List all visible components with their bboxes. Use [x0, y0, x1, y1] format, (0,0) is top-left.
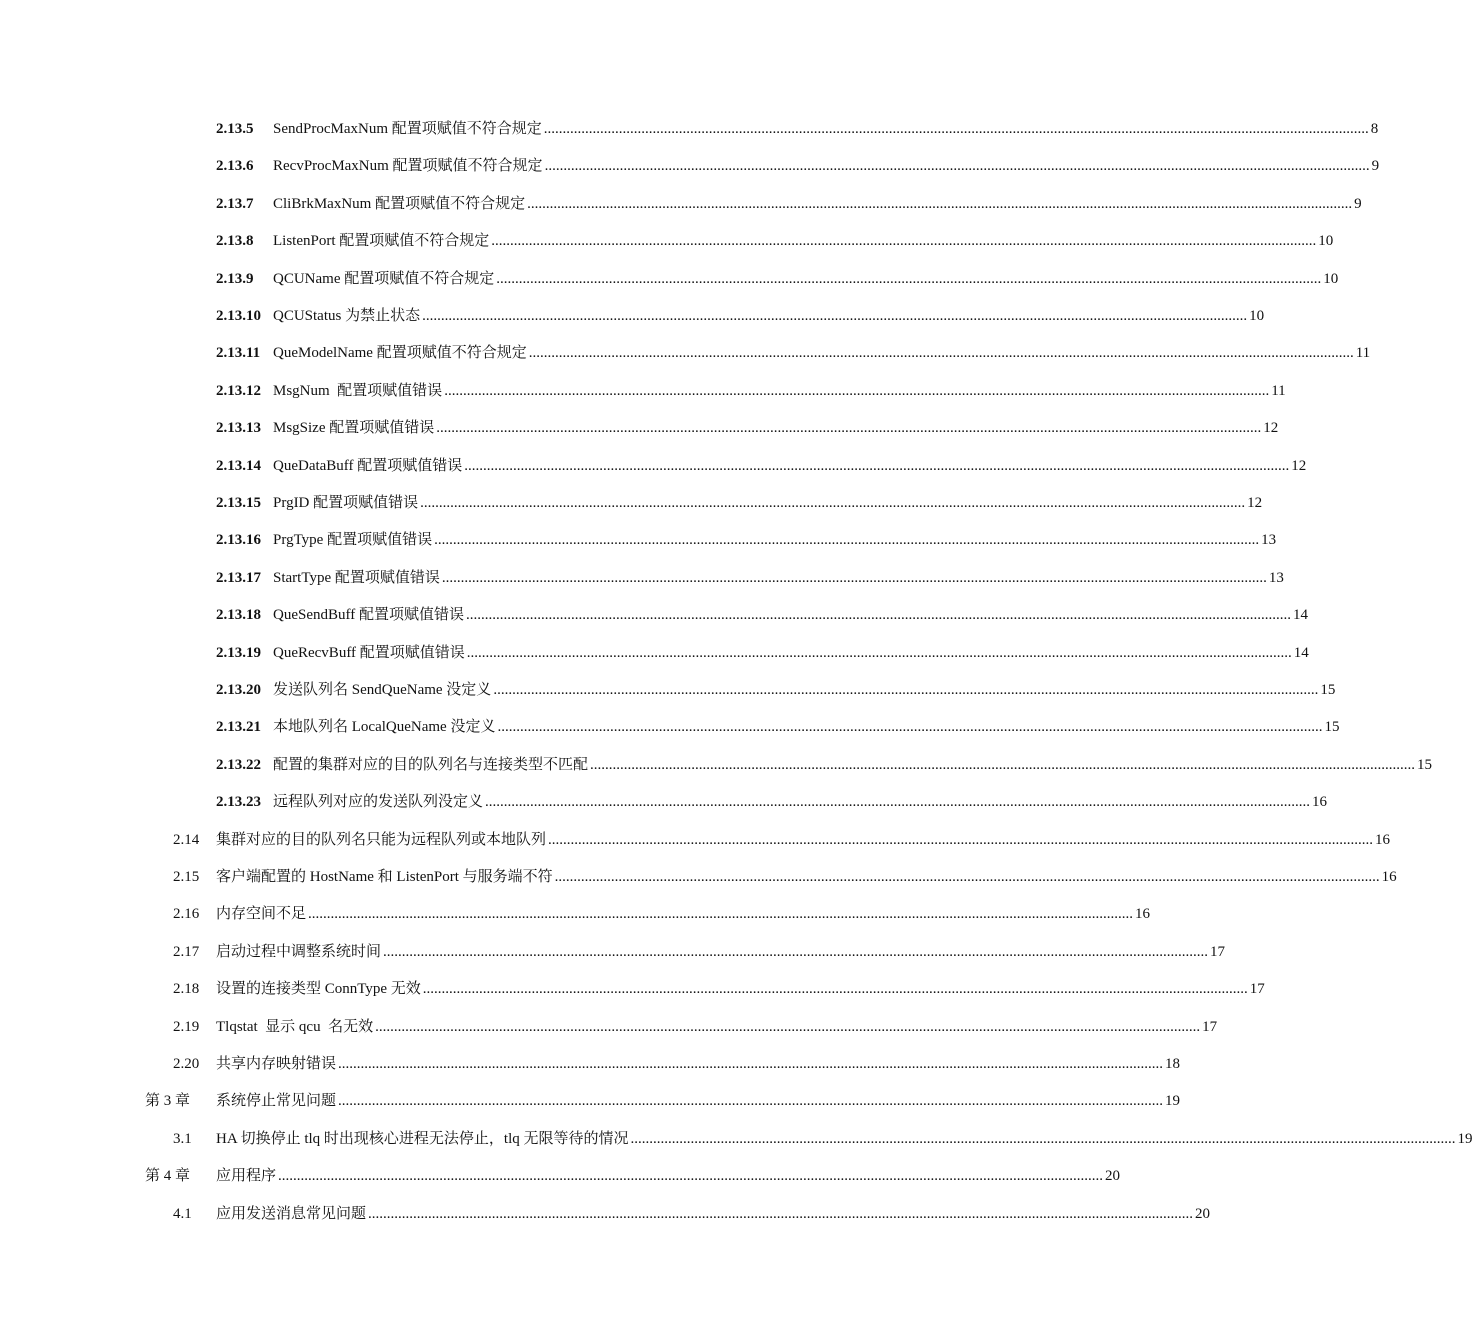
toc-entry-page-number: 15: [1417, 756, 1433, 773]
dot-leader: ............................................................................................................................................................................................................................: [464, 457, 1290, 474]
toc-entry-number: 2.13.15: [216, 495, 261, 511]
toc-entry[interactable]: [0, 565, 1284, 591]
toc-entry-number: 3.1: [173, 1130, 192, 1147]
toc-entry-number: 2.13.12: [216, 382, 261, 399]
toc-entry-number: 2.13.16: [216, 532, 261, 549]
toc-entry-title: 内存空间不足: [216, 906, 307, 923]
toc-entry-leader: [216, 901, 1151, 927]
toc-entry-leader: [273, 303, 1265, 329]
toc-entry[interactable]: [0, 1088, 1181, 1114]
toc-entry-page-number: 11: [1355, 345, 1371, 362]
toc-entry-number: 2.13.13: [216, 420, 261, 437]
dot-leader: ............................................................................................................................................................................................................................: [441, 569, 1267, 586]
toc-entry-number: 2.13.19: [216, 644, 261, 661]
toc-entry[interactable]: [0, 1201, 1211, 1227]
toc-entry-leader: [273, 527, 1277, 553]
toc-entry-number: 2.13.14: [216, 457, 261, 474]
toc-entry[interactable]: [0, 191, 1362, 217]
toc-entry-leader: [216, 1088, 1181, 1114]
toc-entry-leader: [216, 976, 1265, 1002]
toc-entry-page-number: 8: [1370, 121, 1379, 137]
toc-entry-leader: [273, 340, 1371, 366]
dot-leader: ............................................................................................................................................................................................................................: [493, 682, 1319, 698]
toc-entry[interactable]: [0, 153, 1380, 179]
toc-entry-number: 2.13.7: [216, 195, 254, 212]
toc-entry-number: 2.13.20: [216, 682, 261, 698]
toc-entry-leader: [216, 827, 1391, 853]
toc-entry-title: CliBrkMaxNum 配置项赋值不符合规定: [273, 195, 526, 212]
toc-entry-title: QueSendBuff 配置项赋值错误: [273, 607, 464, 624]
toc-entry-number: 4.1: [173, 1205, 192, 1222]
toc-entry-leader: [273, 602, 1308, 628]
toc-entry[interactable]: [0, 340, 1371, 366]
dot-leader: ............................................................................................................................................................................................................................: [485, 794, 1311, 811]
toc-entry-title: 集群对应的目的队列名只能为远程队列或本地队列: [216, 831, 547, 848]
toc-entry[interactable]: [0, 1163, 1121, 1189]
toc-entry-page-number: 16: [1135, 906, 1151, 923]
dot-leader: ............................................................................................................................................................................................................................: [422, 308, 1248, 324]
toc-entry[interactable]: [0, 602, 1308, 628]
toc-entry[interactable]: [0, 453, 1307, 479]
toc-entry[interactable]: [0, 640, 1309, 666]
toc-entry-leader: [273, 116, 1379, 142]
toc-entry-number: 2.13.21: [216, 719, 261, 736]
toc-entry-page-number: 13: [1261, 532, 1277, 549]
toc-entry-page-number: 16: [1312, 794, 1328, 811]
toc-entry-number: 2.13.17: [216, 569, 261, 586]
toc-entry-page-number: 13: [1268, 569, 1284, 586]
toc-entry-page-number: 10: [1318, 233, 1334, 250]
toc-entry-number: 2.13.6: [216, 158, 254, 175]
dot-leader: ............................................................................................................................................................................................................................: [420, 495, 1246, 511]
dot-leader: ............................................................................................................................................................................................................................: [383, 943, 1209, 960]
toc-entry-leader: [273, 490, 1263, 516]
toc-entry-leader: [273, 191, 1362, 217]
toc-entry-number: 第 4 章: [145, 1168, 191, 1185]
toc-entry-number: 2.13.5: [216, 121, 254, 137]
dot-leader: ............................................................................................................................................................................................................................: [630, 1130, 1456, 1147]
dot-leader: ............................................................................................................................................................................................................................: [548, 831, 1374, 848]
dot-leader: ............................................................................................................................................................................................................................: [528, 345, 1354, 362]
toc-entry[interactable]: [0, 527, 1277, 553]
toc-entry[interactable]: [0, 1126, 1473, 1152]
dot-leader: ............................................................................................................................................................................................................................: [436, 420, 1262, 437]
toc-entry[interactable]: [0, 976, 1265, 1002]
toc-entry-leader: [216, 1051, 1181, 1077]
toc-entry-number: 2.14: [173, 831, 200, 848]
dot-leader: ............................................................................................................................................................................................................................: [308, 906, 1134, 923]
dot-leader: ............................................................................................................................................................................................................................: [497, 719, 1323, 736]
dot-leader: ............................................................................................................................................................................................................................: [375, 1018, 1201, 1035]
toc-entry-leader: [216, 1201, 1211, 1227]
toc-entry-page-number: 14: [1292, 607, 1308, 624]
toc-entry-title: 启动过程中调整系统时间: [216, 943, 382, 960]
toc-entry[interactable]: [0, 939, 1226, 965]
toc-entry-leader: [273, 565, 1284, 591]
toc-entry-title: 应用程序: [216, 1168, 277, 1185]
toc-entry-leader: [273, 714, 1340, 740]
toc-entry[interactable]: [0, 752, 1433, 778]
toc-entry-page-number: 9: [1371, 158, 1380, 175]
toc-entry-page-number: 15: [1320, 682, 1336, 698]
toc-entry-page-number: 12: [1263, 420, 1279, 437]
toc-entry-leader: [216, 1014, 1218, 1040]
toc-entry-leader: [273, 266, 1339, 292]
toc-entry-title: PrgType 配置项赋值错误: [273, 532, 433, 549]
toc-entry[interactable]: [0, 378, 1286, 404]
toc-entry-leader: [216, 939, 1226, 965]
toc-entry-title: Tlqstat 显示 qcu 名无效: [216, 1018, 374, 1035]
toc-entry-title: QCUName 配置项赋值不符合规定: [273, 270, 495, 287]
toc-entry-title: 客户端配置的 HostName 和 ListenPort 与服务端不符: [216, 869, 553, 885]
toc-entry[interactable]: [0, 490, 1263, 516]
toc-entry-page-number: 20: [1195, 1205, 1211, 1222]
toc-entry-title: 本地队列名 LocalQueName 没定义: [273, 719, 496, 736]
toc-entry-title: QueRecvBuff 配置项赋值错误: [273, 644, 465, 661]
dot-leader: ............................................................................................................................................................................................................................: [496, 270, 1322, 287]
toc-entry[interactable]: [0, 415, 1279, 441]
toc-entry-number: 2.13.18: [216, 607, 261, 624]
toc-entry[interactable]: [0, 901, 1151, 927]
toc-entry-number: 2.13.9: [216, 270, 254, 287]
toc-entry-leader: [216, 1126, 1473, 1152]
toc-entry-leader: [273, 415, 1279, 441]
toc-entry-page-number: 14: [1293, 644, 1309, 661]
toc-entry-page-number: 10: [1323, 270, 1339, 287]
toc-entry-leader: [273, 752, 1433, 778]
toc-entry-title: MsgNum 配置项赋值错误: [273, 382, 443, 399]
toc-entry-title: RecvProcMaxNum 配置项赋值不符合规定: [273, 158, 543, 175]
toc-entry-title: ListenPort 配置项赋值不符合规定: [273, 233, 490, 250]
dot-leader: ............................................................................................................................................................................................................................: [554, 869, 1380, 885]
toc-entry-title: MsgSize 配置项赋值错误: [273, 420, 435, 437]
dot-leader: ............................................................................................................................................................................................................................: [434, 532, 1260, 549]
toc-entry-title: 远程队列对应的发送队列没定义: [273, 794, 484, 811]
dot-leader: ............................................................................................................................................................................................................................: [465, 607, 1291, 624]
toc-entry-title: SendProcMaxNum 配置项赋值不符合规定: [273, 121, 542, 137]
toc-entry-leader: [273, 228, 1334, 254]
toc-entry-title: QueDataBuff 配置项赋值错误: [273, 457, 463, 474]
toc-entry-page-number: 20: [1105, 1168, 1121, 1185]
toc-entry-number: 2.13.23: [216, 794, 261, 811]
toc-entry[interactable]: [0, 789, 1328, 815]
toc-entry-page-number: 12: [1247, 495, 1263, 511]
toc-entry-leader: [273, 378, 1286, 404]
toc-entry[interactable]: [0, 116, 1379, 142]
dot-leader: ............................................................................................................................................................................................................................: [444, 382, 1270, 399]
toc-entry-title: StartType 配置项赋值错误: [273, 569, 440, 586]
toc-entry[interactable]: [0, 266, 1339, 292]
toc-entry-title: 配置的集群对应的目的队列名与连接类型不匹配: [273, 756, 589, 773]
toc-entry-title: HA 切换停止 tlq 时出现核心进程无法停止，tlq 无限等待的情况: [216, 1130, 629, 1147]
toc-entry-number: 2.18: [173, 981, 200, 998]
toc-entry-number: 2.19: [173, 1018, 200, 1035]
dot-leader: ............................................................................................................................................................................................................................: [338, 1056, 1164, 1072]
toc-entry-page-number: 10: [1249, 308, 1265, 324]
toc-entry-number: 2.20: [173, 1056, 200, 1072]
toc-entry-leader: [273, 789, 1328, 815]
toc-entry-title: 设置的连接类型 ConnType 无效: [216, 981, 421, 998]
toc-entry-leader: [216, 864, 1397, 890]
dot-leader: ............................................................................................................................................................................................................................: [466, 644, 1292, 661]
toc-entry-page-number: 12: [1291, 457, 1307, 474]
toc-entry-number: 2.13.22: [216, 756, 261, 773]
toc-entry-number: 2.15: [173, 869, 200, 885]
toc-entry[interactable]: [0, 1014, 1218, 1040]
dot-leader: ............................................................................................................................................................................................................................: [543, 121, 1369, 137]
toc-entry-page-number: 17: [1249, 981, 1265, 998]
toc-entry-leader: [273, 453, 1307, 479]
toc-entry-title: 发送队列名 SendQueName 没定义: [273, 682, 492, 698]
dot-leader: ............................................................................................................................................................................................................................: [338, 1093, 1164, 1110]
toc-entry-page-number: 9: [1354, 195, 1362, 212]
dot-leader: ............................................................................................................................................................................................................................: [527, 195, 1353, 212]
toc-entry-page-number: 16: [1375, 831, 1391, 848]
toc-entry-title: 应用发送消息常见问题: [216, 1205, 367, 1222]
toc-entry[interactable]: [0, 303, 1265, 329]
dot-leader: ............................................................................................................................................................................................................................: [422, 981, 1248, 998]
toc-entry-page-number: 17: [1210, 943, 1226, 960]
toc-entry-number: 2.13.10: [216, 308, 261, 324]
toc-entry[interactable]: [0, 827, 1391, 853]
dot-leader: ............................................................................................................................................................................................................................: [590, 756, 1416, 773]
toc-entry-leader: [273, 153, 1380, 179]
toc-entry[interactable]: [0, 677, 1336, 703]
toc-entry-leader: [273, 677, 1336, 703]
toc-entry-number: 2.13.11: [216, 345, 261, 362]
toc-entry-page-number: 17: [1202, 1018, 1218, 1035]
toc-entry[interactable]: [0, 714, 1340, 740]
toc-entry-title: 系统停止常见问题: [216, 1093, 337, 1110]
toc-entry[interactable]: [0, 1051, 1181, 1077]
toc-entry-number: 2.17: [173, 943, 200, 960]
toc-entry-number: 2.16: [173, 906, 200, 923]
toc-entry[interactable]: [0, 228, 1334, 254]
toc-entry-title: 共享内存映射错误: [216, 1056, 337, 1072]
dot-leader: ............................................................................................................................................................................................................................: [491, 233, 1317, 250]
toc-entry-number: 第 3 章: [145, 1093, 191, 1110]
toc-entry-leader: [216, 1163, 1121, 1189]
dot-leader: ............................................................................................................................................................................................................................: [278, 1168, 1104, 1185]
toc-entry-number: 2.13.8: [216, 233, 254, 250]
toc-entry-page-number: 18: [1165, 1056, 1181, 1072]
toc-entry-page-number: 15: [1324, 719, 1340, 736]
toc-entry-title: QCUStatus 为禁止状态: [273, 308, 421, 324]
dot-leader: ............................................................................................................................................................................................................................: [368, 1205, 1194, 1222]
toc-entry-page-number: 19: [1457, 1130, 1473, 1147]
toc-entry[interactable]: [0, 864, 1397, 890]
toc-entry-leader: [273, 640, 1309, 666]
toc-entry-page-number: 16: [1381, 869, 1397, 885]
toc-entry-title: QueModelName 配置项赋值不符合规定: [273, 345, 527, 362]
toc-entry-title: PrgID 配置项赋值错误: [273, 495, 419, 511]
toc-entry-page-number: 11: [1271, 382, 1286, 399]
dot-leader: ............................................................................................................................................................................................................................: [544, 158, 1370, 175]
toc-entry-page-number: 19: [1165, 1093, 1181, 1110]
